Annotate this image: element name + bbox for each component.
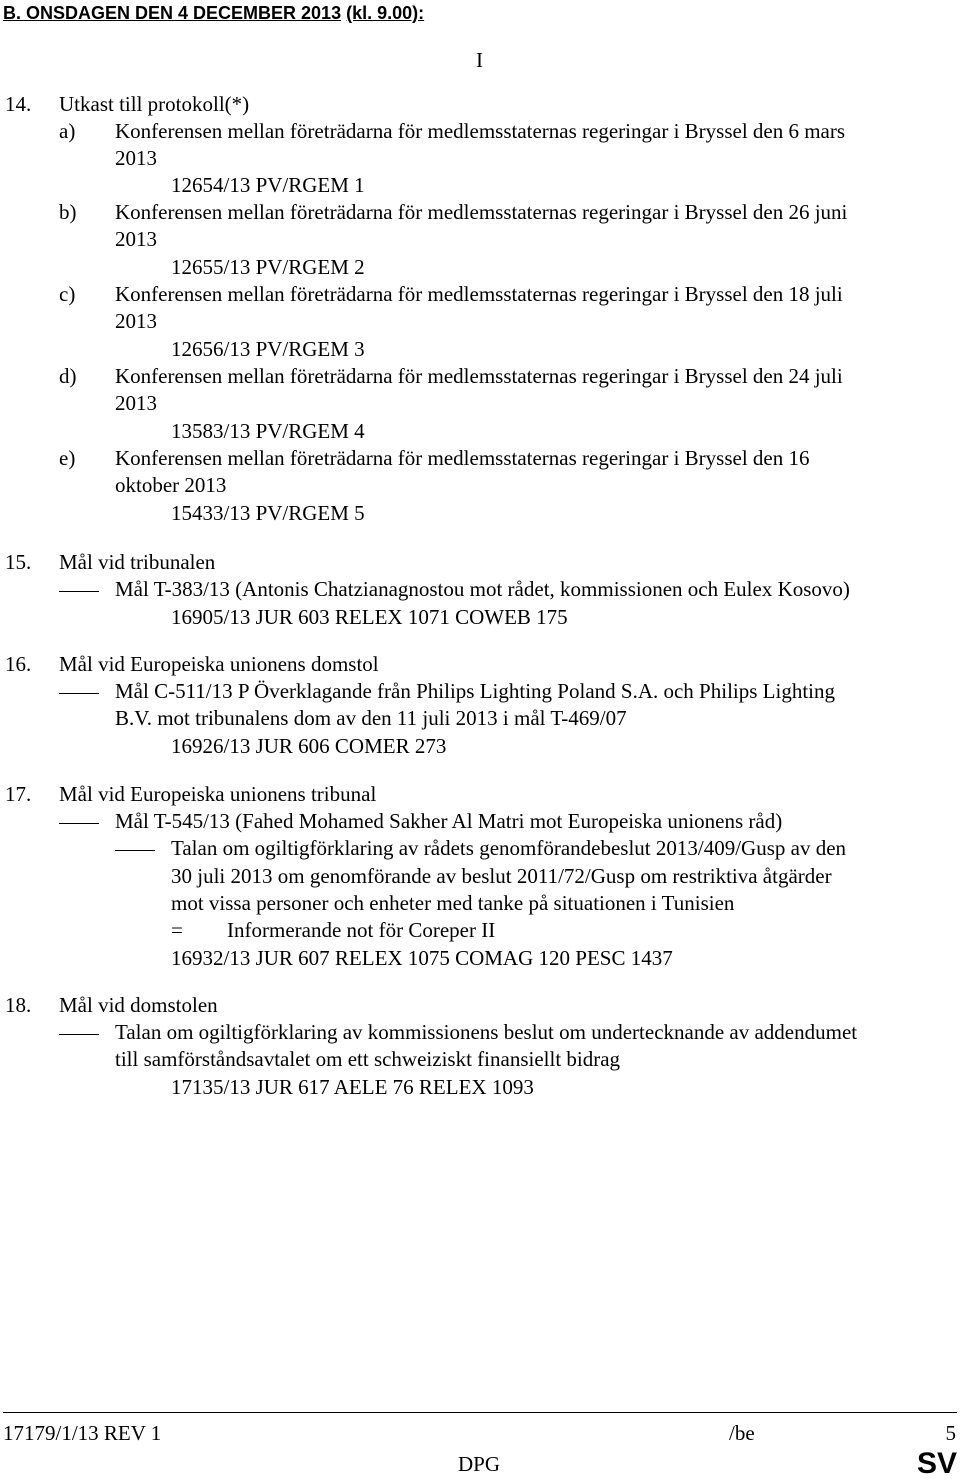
item-14b-letter: b) (59, 200, 77, 224)
item-14c-text: Konferensen mellan företrädarna för medlemsstaternas regeringar i Bryssel den 18 juli (115, 282, 843, 306)
item-14-title: Utkast till protokoll(*) (59, 92, 250, 116)
item-18-text-cont: till samförståndsavtalet om ett schweiziskt finansiellt bidrag (115, 1047, 621, 1071)
footer-divider (3, 1412, 957, 1413)
footer-initials: /be (729, 1421, 755, 1445)
section-title: B. ONSDAGEN DEN 4 DECEMBER 2013 (3, 3, 342, 23)
item-16-title: Mål vid Europeiska unionens domstol (59, 652, 379, 676)
footer-docref: 17179/1/13 REV 1 (3, 1421, 162, 1445)
item-16-ref: 16926/13 JUR 606 COMER 273 (171, 734, 447, 758)
footer-language: SV (916, 1447, 957, 1480)
item-17-case: Mål T-545/13 (Fahed Mohamed Sakher Al Matri mot Europeiska unionens råd) (115, 809, 783, 833)
item-16-case-cont: B.V. mot tribunalens dom av den 11 juli 2013 i mål T-469/07 (115, 706, 627, 730)
item-18-number: 18. (5, 993, 32, 1017)
item-15-number: 15. (5, 550, 32, 574)
item-14e-text: Konferensen mellan företrädarna för medlemsstaternas regeringar i Bryssel den 16 (115, 446, 810, 470)
item-17-number: 17. (5, 782, 32, 806)
item-18-ref: 17135/13 JUR 617 AELE 76 RELEX 1093 (171, 1075, 534, 1099)
item-14b-text: Konferensen mellan företrädarna för medlemsstaternas regeringar i Bryssel den 26 juni (115, 200, 848, 224)
item-14d-letter: d) (59, 364, 77, 388)
item-15-title: Mål vid tribunalen (59, 550, 216, 574)
item-14c-text-cont: 2013 (115, 309, 157, 333)
item-14d-text: Konferensen mellan företrädarna för medlemsstaternas regeringar i Bryssel den 24 juli (115, 364, 843, 388)
item-17-sub-cont: 30 juli 2013 om genomförande av beslut 2011/72/Gusp om restriktiva åtgärder (171, 864, 832, 888)
dash-marker (115, 835, 155, 862)
item-14b-text-cont: 2013 (115, 227, 157, 251)
section-header (3, 1, 424, 25)
item-14-number: 14. (5, 92, 32, 116)
item-17-note: Informerande not för Coreper II (227, 918, 496, 942)
footer-page-number: 5 (945, 1421, 956, 1445)
item-14a-letter: a) (59, 119, 76, 143)
item-17-sub: Talan om ogiltigförklaring av rådets genomförandebeslut 2013/409/Gusp av den (171, 836, 847, 860)
item-14d-text-cont: 2013 (115, 391, 157, 415)
item-14e-text-cont: oktober 2013 (115, 473, 227, 497)
item-17-sub-cont2: mot vissa personer och enheter med tanke på situationen i Tunisien (171, 891, 735, 915)
item-14e-ref: 15433/13 PV/RGEM 5 (171, 501, 365, 525)
item-14d-ref: 13583/13 PV/RGEM 4 (171, 419, 365, 443)
dash-marker (59, 1019, 99, 1046)
item-18-title: Mål vid domstolen (59, 993, 218, 1017)
item-14b-ref: 12655/13 PV/RGEM 2 (171, 255, 365, 279)
marker-label: I (476, 48, 483, 72)
item-15-case: Mål T-383/13 (Antonis Chatzianagnostou mot rådet, kommissionen och Eulex Kosovo) (115, 577, 850, 601)
item-14a-text-cont: 2013 (115, 146, 157, 170)
dash-marker (59, 678, 99, 705)
item-14a-ref: 12654/13 PV/RGEM 1 (171, 173, 365, 197)
footer-dg: DPG (458, 1452, 501, 1476)
section-time: (kl. 9.00): (346, 3, 425, 23)
item-16-case: Mål C-511/13 P Överklagande från Philips Lighting Poland S.A. och Philips Lighting (115, 679, 835, 703)
item-14c-letter: c) (59, 282, 76, 306)
equals-marker: = (171, 918, 183, 942)
item-14c-ref: 12656/13 PV/RGEM 3 (171, 337, 365, 361)
item-16-number: 16. (5, 652, 32, 676)
item-17-ref: 16932/13 JUR 607 RELEX 1075 COMAG 120 PESC 1437 (171, 946, 673, 970)
dash-marker (59, 808, 99, 835)
item-18-text: Talan om ogiltigförklaring av kommissionens beslut om undertecknande av addendumet (115, 1020, 858, 1044)
item-15-ref: 16905/13 JUR 603 RELEX 1071 COWEB 175 (171, 605, 568, 629)
item-14a-text: Konferensen mellan företrädarna för medlemsstaternas regeringar i Bryssel den 6 mars (115, 119, 846, 143)
dash-marker (59, 576, 99, 603)
item-17-title: Mål vid Europeiska unionens tribunal (59, 782, 377, 806)
item-14e-letter: e) (59, 446, 76, 470)
